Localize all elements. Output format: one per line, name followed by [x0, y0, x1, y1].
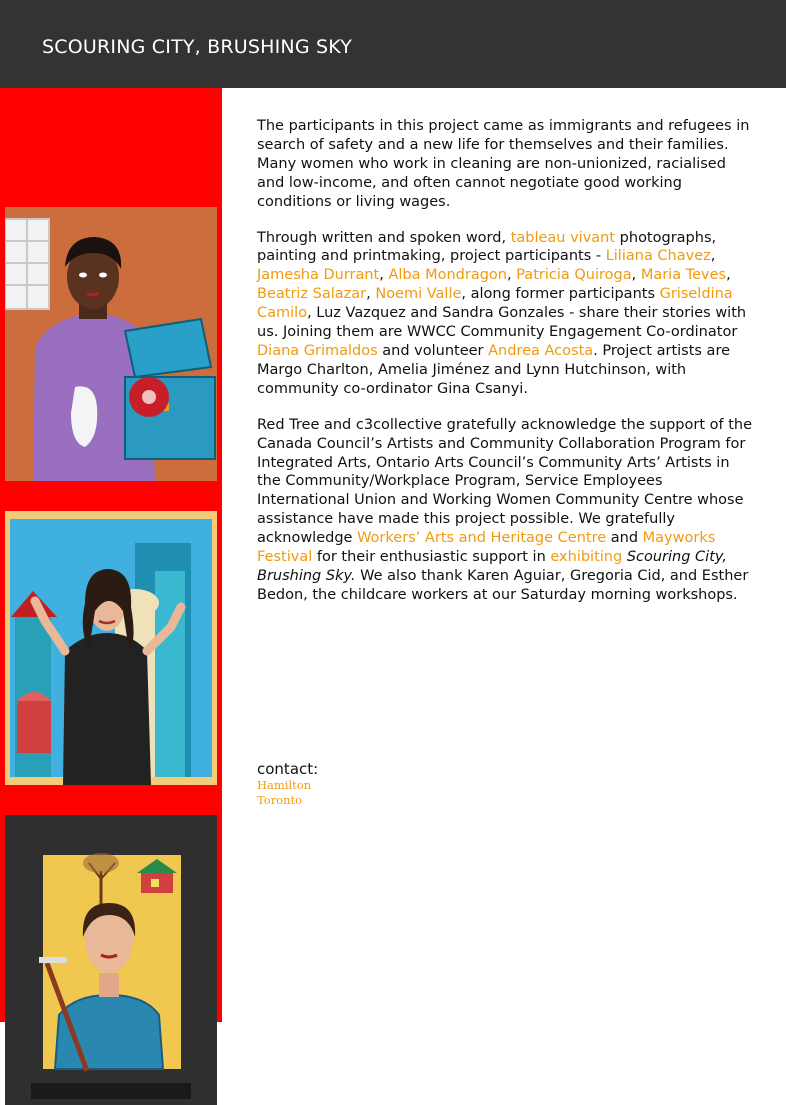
intro-paragraph: The participants in this project came as immigrants and refugees in search of safety and a new life for themselves and their families. Many women who work in cleaning are non-unionized, racialised and low-income, and often cannot negotiate good working conditions or living wages.	[257, 118, 750, 210]
link-jamesha-durrant[interactable]: Jamesha Durrant	[257, 267, 380, 284]
acknowledgements-paragraph	[257, 416, 757, 605]
link-maria-teves[interactable]: Maria Teves	[640, 267, 727, 284]
text-span: ,	[507, 267, 517, 284]
link-exhibiting[interactable]: exhibiting	[550, 549, 623, 566]
text-span: and	[606, 530, 643, 547]
link-griseldina-camilo[interactable]: Griseldina Camilo	[257, 286, 733, 322]
painting-woman-with-tree[interactable]	[5, 815, 217, 1105]
link-andrea-acosta[interactable]: Andrea Acosta	[488, 342, 594, 359]
site-title[interactable]: SCOURING CITY, BRUSHING SKY	[42, 36, 353, 58]
text-span: Red Tree and c3collective gratefully acknowledge the support of the Canada Council’s Artists and Community Collaboration Program for Integrated Arts, Ontario Arts Council’s Community Arts’ Artists in the Community/Workplace Program, Service Employees International Union and Working Women Community Centre whose assistance have made this project possible. We gratefully acknowledge	[257, 416, 753, 547]
project-title-emphasis: Scouring City, Brushing Sky.	[257, 549, 727, 584]
text-span: and volunteer	[377, 342, 489, 359]
text-span: ,	[726, 267, 731, 284]
link-liliana-chavez[interactable]: Liliana Chavez	[605, 248, 711, 265]
link-diana-grimaldos[interactable]: Diana Grimaldos	[257, 342, 378, 359]
suitcase-shape	[125, 319, 215, 459]
link-tableau-vivant[interactable]: tableau vivant	[510, 229, 616, 246]
text-span: , Luz Vazquez and Sandra Gonzales - share their stories with us. Joining them are WWCC Community Engagement Co-ordinator	[257, 305, 747, 341]
contact-label: contact:	[257, 760, 319, 778]
contact-link-toronto[interactable]: Toronto	[257, 793, 303, 807]
painting-woman-with-city[interactable]	[5, 511, 217, 785]
text-span: ,	[366, 286, 376, 303]
text-span: We also thank Karen Aguiar, Gregoria Cid, and Esther Bedon, the childcare workers at our Saturday morning workshops.	[257, 567, 749, 603]
link-beatriz-salazar[interactable]: Beatriz Salazar	[257, 286, 367, 303]
text-span: ,	[379, 267, 389, 284]
text-span: , along former participants	[461, 286, 660, 303]
text-span: Through written and spoken word,	[257, 229, 511, 246]
contact-link-hamilton[interactable]: Hamilton	[257, 778, 312, 792]
link-mayworks-festival[interactable]: Mayworks Festival	[257, 530, 716, 566]
main-content	[257, 117, 757, 622]
painting-woman-with-suitcase[interactable]	[5, 207, 217, 481]
text-span: for their enthusiastic support in	[312, 549, 551, 566]
sidebar-gallery	[0, 88, 222, 1022]
link-noemi-valle[interactable]: Noemi Valle	[375, 286, 462, 303]
participants-paragraph	[257, 229, 757, 399]
text-span: photographs, painting and printmaking, project participants -	[257, 229, 717, 265]
contact-section	[257, 760, 557, 808]
link-patricia-quiroga[interactable]: Patricia Quiroga	[516, 267, 632, 284]
text-span: . Project artists are Margo Charlton, Amelia Jiménez and Lynn Hutchinson, with community co-ordinator Gina Csanyi.	[257, 342, 731, 397]
link-workers-arts-heritage-centre[interactable]: Workers’ Arts and Heritage Centre	[357, 530, 607, 547]
text-span: ,	[710, 248, 716, 265]
link-alba-mondragon[interactable]: Alba Mondragon	[388, 267, 507, 284]
site-header	[0, 0, 786, 88]
window-shape	[5, 219, 49, 309]
text-span: ,	[631, 267, 641, 284]
